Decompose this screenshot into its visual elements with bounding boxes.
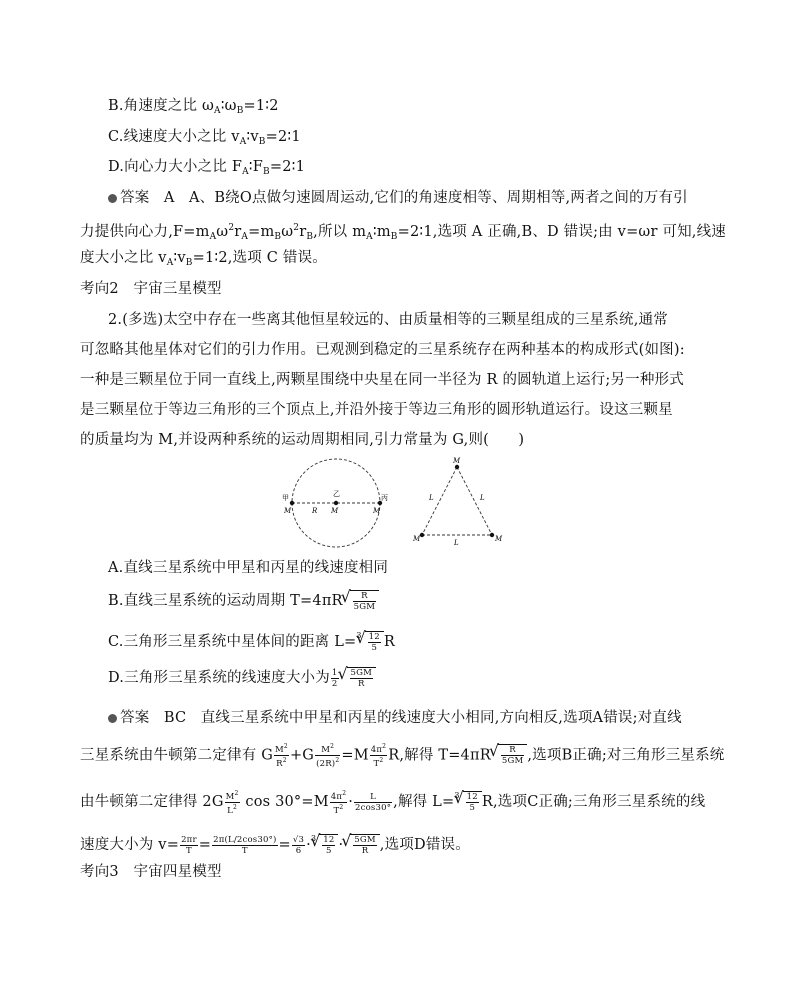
q2-answer-line <box>108 708 682 728</box>
q1-answer-line <box>108 188 688 208</box>
frac-den: 5 <box>371 643 378 653</box>
frac-num: √ R <box>353 591 377 602</box>
q1-option-d: D.向心力大小之比 $F_A∶F_B=2∶1$ <box>108 159 306 177</box>
triangle-system-diagram <box>412 457 503 547</box>
q2-option-c <box>108 626 395 653</box>
q2-explanation-line-2: 三星系统由牛顿第二定律有 G $\frac{M^2}{R^2}$ +G $\frac{M^2}{(2R)^2}$ =M $\frac{4\pi^2}{T^2}$ R,解得 T=4πR √ $\frac{R}{5GM}$ ,选项B正确;对三角形三星系统 <box>80 742 725 769</box>
exp-3-cos: cos 30°=M <box>245 794 329 810</box>
q1-option-c: C.线速度大小之比 $v_A∶v_B=2∶1$ <box>108 129 301 147</box>
option-d-text: D.三角形三星系统的线速度大小为 <box>108 670 330 686</box>
q1-explanation-line-3: 度大小之比 $v_A∶v_B=1∶2$,选项 C 错误。 <box>80 250 328 268</box>
cbrt-exp-c: √ $\frac{12}{5}$ <box>463 791 482 813</box>
label-mass-right: M <box>495 535 503 543</box>
q2-stem-line-4: 是三颗星位于等边三角形的三个顶点上,并沿外接于等边三角形的圆形轨道运行。设这三颗星 <box>80 402 673 418</box>
answer-letter: A <box>163 190 175 206</box>
label-side-bottom: L <box>454 539 459 547</box>
answer-label: 答案 <box>120 190 150 206</box>
q2-stem-line-1: 2.(多选)太空中存在一些离其他恒星较远的、由质量相等的三颗星组成的三星系统,通常 <box>108 312 668 328</box>
answer-icon <box>108 714 117 723</box>
exp-4-suffix: ,选项D错误。 <box>379 837 470 853</box>
sqrt-d <box>347 667 377 689</box>
q2-stem-line-3: 一种是三颗星位于同一直线上,两颗星围绕中央星在同一半径为 R 的圆轨道上运行;另一种形式 <box>80 372 684 388</box>
exp-2-suffix: ,选项B正确;对三角形三星系统 <box>527 747 725 764</box>
q2-option-d <box>108 667 376 689</box>
label-jia: 甲 <box>282 494 289 502</box>
frac-num: 1 <box>331 667 338 678</box>
three-star-figure <box>280 455 520 555</box>
frac-den: R <box>357 679 365 689</box>
q2-explanation-line-3: 由牛顿第二定律得 2G $\frac{M^2}{L^2}$ cos 30°=M $\frac{4\pi^2}{T^2}$ · $\frac{L}{2\cos 30^\circ}$ ,解得 L=$^3$ √ $\frac{12}{5}$ R,选项C正确;三角形三星系统的线 <box>80 786 705 815</box>
section-heading-2: 考向2 宇宙三星模型 <box>80 281 222 297</box>
star-top <box>455 465 459 469</box>
exp-3-suffix: R,选项C正确;三角形三星系统的线 <box>481 794 706 810</box>
cbrt-exp-d: √ $\frac{12}{5}$ <box>319 834 338 856</box>
label-mass-bing: M <box>373 507 381 515</box>
label-side-right: L <box>480 494 485 502</box>
star-left <box>420 533 424 537</box>
option-c-text: C.三角形三星系统中星体间的距离 L= <box>108 634 357 650</box>
linear-system-diagram <box>282 459 388 547</box>
q2-stem-line-5: 的质量均为 M,并设两种系统的运动周期相同,引力常量为 G,则( ) <box>80 432 525 448</box>
label-side-left: L <box>429 494 434 502</box>
q2-stem-line-2: 可忽略其他星体对它们的引力作用。已观测到稳定的三星系统存在两种基本的构成形式(如图): <box>80 342 685 358</box>
frac-num: √ 12 <box>368 632 380 642</box>
star-right <box>490 533 494 537</box>
label-yi: 乙 <box>333 490 340 498</box>
frac-den: 2 <box>331 678 338 689</box>
q1-explanation-line-2: 力提供向心力$,F=m_A\omega^2r_A=m_B\omega^2r_B$,所以 $m_A∶m_B=2∶1$,选项 A 正确,B、D 错误;由 v=ωr 可知,线速 <box>80 223 726 242</box>
label-bing: 丙 <box>381 494 388 502</box>
exp-2-mid: R,解得 T=4πR <box>388 747 491 764</box>
star-yi <box>334 501 338 505</box>
q2-option-a: A.直线三星系统中甲星和丙星的线速度相同 <box>108 560 389 576</box>
section-heading-3: 考向3 宇宙四星模型 <box>80 864 222 880</box>
sqrt-exp-d: √ $\frac{5GM}{R}$ <box>350 834 380 856</box>
label-radius: R <box>312 507 318 515</box>
answer-label: 答案 <box>120 710 150 726</box>
label-mass-top: M <box>453 457 461 465</box>
frac-den: 5GM <box>353 602 376 612</box>
exp-2-prefix: 三星系统由牛顿第二定律有 G <box>80 747 273 764</box>
label-mass-yi: M <box>331 507 339 515</box>
answer-icon <box>108 194 117 203</box>
exp-3-prefix: 由牛顿第二定律得 2G <box>80 794 224 810</box>
answer-letters: BC <box>163 710 187 726</box>
q2-explanation-line-4: 速度大小为 v= $\frac{2\pi r}{T}$ = $\frac{2\pi(L/2\cos 30^\circ)}{T}$ = $\frac{√3}{6}$ ·$^3$ √ $\frac{12}{5}$ · √ $\frac{5GM}{R}$ ,选项D错误。 <box>80 829 470 856</box>
sqrt-b <box>350 590 380 612</box>
q1-option-b: B.角速度之比 $\omega_A∶\omega_B=1∶2$ <box>108 98 279 116</box>
label-mass-jia: M <box>284 507 292 515</box>
option-b-text: B.直线三星系统的运动周期 T=4πR <box>108 593 343 609</box>
option-c-suffix: R <box>383 634 396 650</box>
star-jia <box>290 501 294 505</box>
cbrt-c <box>365 631 384 653</box>
q2-option-b <box>108 590 379 612</box>
root-index: 3 <box>356 631 362 640</box>
label-mass-left: M <box>413 535 421 543</box>
explanation-text: A、B绕O点做匀速圆周运动,它们的角速度相等、周期相等,两者之间的万有引 <box>188 190 688 206</box>
sqrt-exp-b: √ $\frac{R}{5GM}$ <box>498 744 528 766</box>
exp-4-prefix: 速度大小为 v= <box>80 837 180 853</box>
explanation-text: 直线三星系统中甲星和丙星的线速度大小相同,方向相反,选项A错误;对直线 <box>200 710 682 726</box>
exp-3-mid: ,解得 L= <box>393 794 455 810</box>
frac-num: √ 5GM <box>350 668 373 678</box>
